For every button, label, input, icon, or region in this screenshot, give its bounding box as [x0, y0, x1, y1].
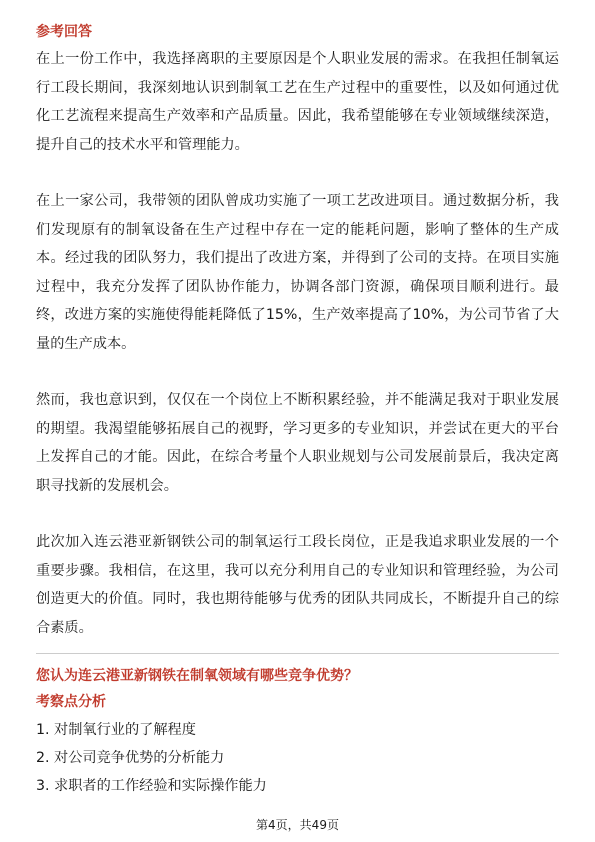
- paragraph-gap: [36, 500, 559, 528]
- paragraph-gap: [36, 159, 559, 187]
- answer-paragraph-1: 在上一份工作中，我选择离职的主要原因是个人职业发展的需求。在我担任制氧运行工段长期间，我深刻地认识到制氧工艺在生产过程中的重要性，以及如何通过优化工艺流程来提高生产效率和产品质量。因此，我希望能够在专业领域继续深造，提升自己的技术水平和管理能力。: [36, 51, 559, 153]
- answer-paragraph-4: 此次加入连云港亚新钢铁公司的制氧运行工段长岗位，正是我追求职业发展的一个重要步骤。我相信，在这里，我可以充分利用自己的专业知识和管理经验，为公司创造更大的价值。同时，我也期待能够与优秀的团队共同成长，不断提升自己的综合素质。: [36, 534, 559, 636]
- list-item: 1. 对制氧行业的了解程度: [36, 722, 196, 738]
- answer-paragraph-2: 在上一家公司，我带领的团队曾成功实施了一项工艺改进项目。通过数据分析，我们发现原有的制氧设备在生产过程中存在一定的能耗问题，影响了整体的生产成本。经过我的团队努力，我们提出了改进方案，并得到了公司的支持。在项目实施过程中，我充分发挥了团队协作能力，协调各部门资源，确保项目顺利进行。最终，改进方案的实施使得能耗降低了15%，生产效率提高了10%，为公司节省了大量的生产成本。: [36, 193, 559, 352]
- reference-answer-heading: 参考回答: [36, 24, 92, 40]
- list-item: 3. 求职者的工作经验和实际操作能力: [36, 778, 267, 794]
- page-number: 第4页，共49页: [256, 818, 339, 832]
- interview-question: 您认为连云港亚新钢铁在制氧领域有哪些竞争优势？: [36, 668, 358, 684]
- section-divider: [36, 653, 559, 654]
- answer-paragraph-3: 然而，我也意识到，仅仅在一个岗位上不断积累经验，并不能满足我对于职业发展的期望。我渴望能够拓展自己的视野，学习更多的专业知识，并尝试在更大的平台上发挥自己的才能。因此，在综合考量个人职业规划与公司发展前景后，我决定离职寻找新的发展机会。: [36, 392, 559, 494]
- paragraph-gap: [36, 358, 559, 386]
- assessment-points-heading: 考察点分析: [36, 694, 106, 710]
- document-page: [36, 22, 559, 800]
- list-item: 2. 对公司竞争优势的分析能力: [36, 750, 225, 766]
- assessment-points-list: [36, 716, 559, 800]
